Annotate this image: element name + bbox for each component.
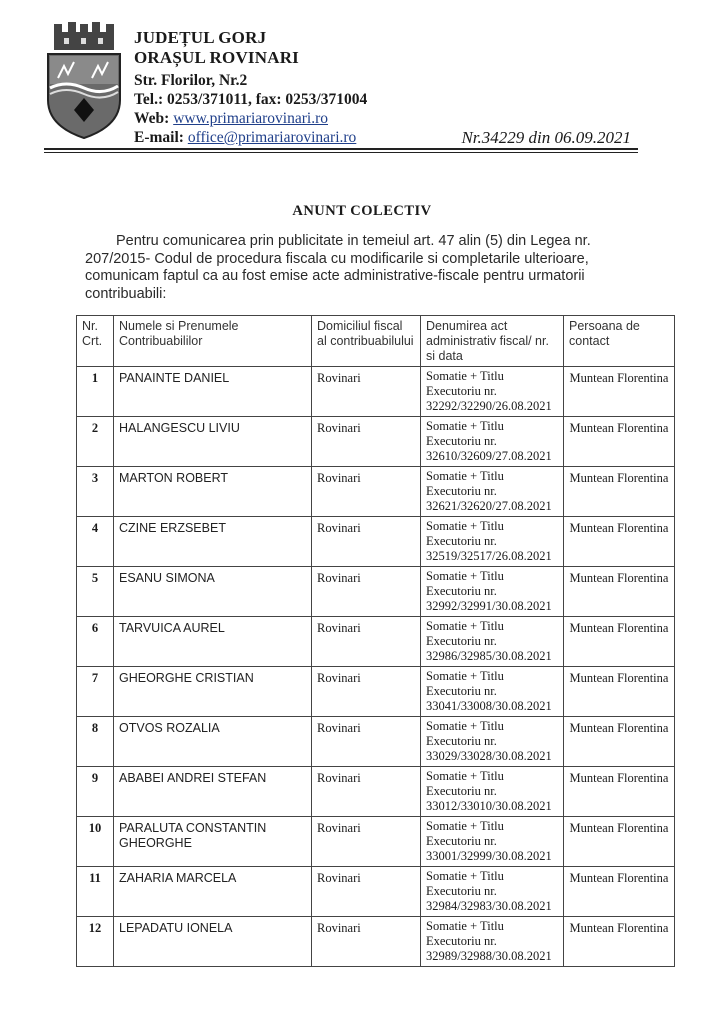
taxpayer-name: ESANU SIMONA <box>114 567 312 617</box>
contact-person: Muntean Florentina <box>564 867 675 917</box>
document-reference: Nr.34229 din 06.09.2021 <box>461 128 631 147</box>
header-divider-thin <box>44 152 638 153</box>
table-row <box>77 617 675 667</box>
taxpayer-name: ZAHARIA MARCELA <box>114 867 312 917</box>
fiscal-domicile: Rovinari <box>312 767 421 817</box>
contact-person: Muntean Florentina <box>564 417 675 467</box>
row-number: 6 <box>77 617 114 667</box>
email-line <box>134 128 367 147</box>
row-number: 7 <box>77 667 114 717</box>
page-title: ANUNT COLECTIV <box>292 203 432 219</box>
header-name: Numele si Prenumele Contribuabililor <box>114 316 312 367</box>
row-number: 11 <box>77 867 114 917</box>
county-name: JUDEȚUL GORJ <box>134 28 267 47</box>
coat-of-arms-icon <box>44 22 124 140</box>
table-row <box>77 917 675 967</box>
fiscal-act: Somatie + Titlu Executoriu nr. 32989/32988/30.08.2021 <box>421 917 564 967</box>
contact-person: Muntean Florentina <box>564 667 675 717</box>
table-row <box>77 817 675 867</box>
taxpayer-name: MARTON ROBERT <box>114 467 312 517</box>
fiscal-act: Somatie + Titlu Executoriu nr. 33001/32999/30.08.2021 <box>421 817 564 867</box>
fiscal-domicile: Rovinari <box>312 817 421 867</box>
fiscal-act: Somatie + Titlu Executoriu nr. 32292/32290/26.08.2021 <box>421 367 564 417</box>
contact-person: Muntean Florentina <box>564 917 675 967</box>
fiscal-act: Somatie + Titlu Executoriu nr. 33029/33028/30.08.2021 <box>421 717 564 767</box>
fiscal-act: Somatie + Titlu Executoriu nr. 32610/32609/27.08.2021 <box>421 417 564 467</box>
phone: Tel.: 0253/371011, fax: 0253/371004 <box>134 91 368 108</box>
table-row <box>77 767 675 817</box>
contact-person: Muntean Florentina <box>564 367 675 417</box>
fiscal-domicile: Rovinari <box>312 367 421 417</box>
email-link[interactable]: office@primariarovinari.ro <box>187 129 357 146</box>
row-number: 2 <box>77 417 114 467</box>
fiscal-act: Somatie + Titlu Executoriu nr. 33041/33008/30.08.2021 <box>421 667 564 717</box>
table-row <box>77 517 675 567</box>
contact-person: Muntean Florentina <box>564 767 675 817</box>
contact-person: Muntean Florentina <box>564 617 675 667</box>
contact-person: Muntean Florentina <box>564 567 675 617</box>
fiscal-act: Somatie + Titlu Executoriu nr. 32621/32620/27.08.2021 <box>421 467 564 517</box>
row-number: 1 <box>77 367 114 417</box>
header-contact: Persoana de contact <box>564 316 675 367</box>
row-number: 3 <box>77 467 114 517</box>
fiscal-domicile: Rovinari <box>312 617 421 667</box>
row-number: 4 <box>77 517 114 567</box>
row-number: 8 <box>77 717 114 767</box>
fiscal-act: Somatie + Titlu Executoriu nr. 32519/32517/26.08.2021 <box>421 517 564 567</box>
row-number: 10 <box>77 817 114 867</box>
contact-person: Muntean Florentina <box>564 517 675 567</box>
taxpayer-name: PARALUTA CONSTANTIN GHEORGHE <box>114 817 312 867</box>
taxpayer-name: OTVOS ROZALIA <box>114 717 312 767</box>
intro-text: Pentru comunicarea prin publicitate in temeiul art. 47 alin (5) din Legea nr. 207/2015- Codul de procedura fiscala cu modificarile si completarile ulterioare, comunicam faptul ca au fost emise acte administrative-fiscale pentru urmatorii contribuabili: <box>85 233 591 302</box>
header-divider <box>44 148 638 150</box>
taxpayer-name: PANAINTE DANIEL <box>114 367 312 417</box>
row-number: 5 <box>77 567 114 617</box>
table-row <box>77 867 675 917</box>
town-name: ORAȘUL ROVINARI <box>134 48 299 67</box>
fiscal-domicile: Rovinari <box>312 917 421 967</box>
fiscal-act: Somatie + Titlu Executoriu nr. 32992/32991/30.08.2021 <box>421 567 564 617</box>
fiscal-domicile: Rovinari <box>312 867 421 917</box>
address: Str. Florilor, Nr.2 <box>134 72 248 89</box>
taxpayer-name: CZINE ERZSEBET <box>114 517 312 567</box>
contact-person: Muntean Florentina <box>564 717 675 767</box>
fiscal-domicile: Rovinari <box>312 667 421 717</box>
header-act: Denumirea act administrativ fiscal/ nr. si data <box>421 316 564 367</box>
intro-paragraph <box>85 233 659 303</box>
email-label: E-mail: <box>134 129 188 146</box>
table-row <box>77 567 675 617</box>
contact-person: Muntean Florentina <box>564 817 675 867</box>
table-row <box>77 417 675 467</box>
web-line <box>134 109 367 128</box>
fiscal-act: Somatie + Titlu Executoriu nr. 33012/33010/30.08.2021 <box>421 767 564 817</box>
fiscal-act: Somatie + Titlu Executoriu nr. 32986/32985/30.08.2021 <box>421 617 564 667</box>
website-link[interactable]: www.primariarovinari.ro <box>173 110 328 127</box>
fiscal-domicile: Rovinari <box>312 467 421 517</box>
fiscal-domicile: Rovinari <box>312 517 421 567</box>
row-number: 12 <box>77 917 114 967</box>
taxpayer-name: GHEORGHE CRISTIAN <box>114 667 312 717</box>
web-label: Web: <box>134 110 174 127</box>
taxpayer-name: LEPADATU IONELA <box>114 917 312 967</box>
table-row <box>77 667 675 717</box>
fiscal-domicile: Rovinari <box>312 717 421 767</box>
fiscal-domicile: Rovinari <box>312 567 421 617</box>
table-row <box>77 467 675 517</box>
taxpayer-name: TARVUICA AUREL <box>114 617 312 667</box>
taxpayers-table <box>76 315 675 967</box>
row-number: 9 <box>77 767 114 817</box>
header-block <box>134 28 367 147</box>
table-row <box>77 367 675 417</box>
taxpayer-name: ABABEI ANDREI STEFAN <box>114 767 312 817</box>
contact-person: Muntean Florentina <box>564 467 675 517</box>
table-header-row <box>77 316 675 367</box>
taxpayer-name: HALANGESCU LIVIU <box>114 417 312 467</box>
table-row <box>77 717 675 767</box>
fiscal-domicile: Rovinari <box>312 417 421 467</box>
header-domicile: Domiciliul fiscal al contribuabilului <box>312 316 421 367</box>
header-nr: Nr. Crt. <box>77 316 114 367</box>
fiscal-act: Somatie + Titlu Executoriu nr. 32984/32983/30.08.2021 <box>421 867 564 917</box>
